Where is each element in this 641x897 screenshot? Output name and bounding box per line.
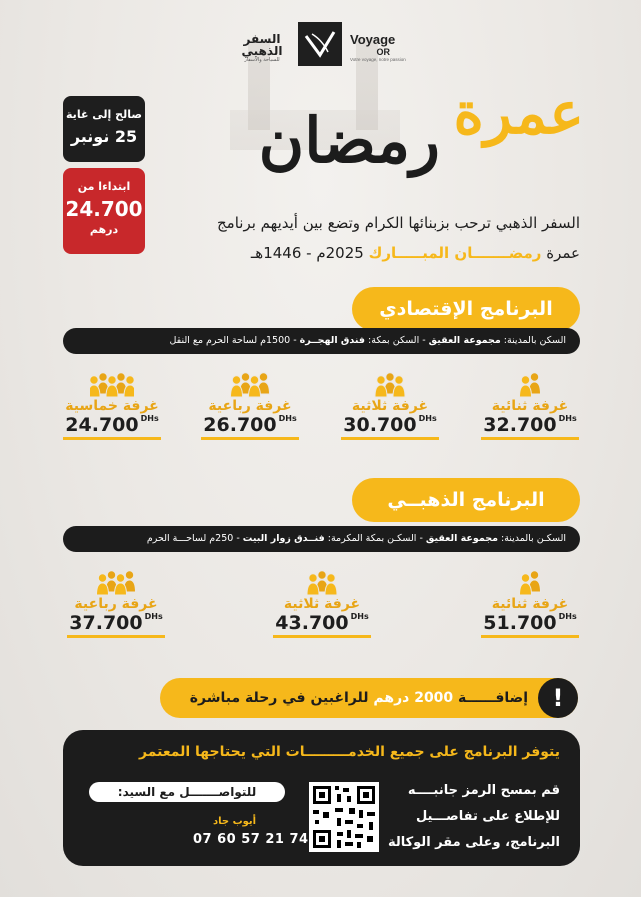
people-3-icon	[305, 570, 339, 596]
economy-program-title: البرنامج الإقتصادي	[352, 287, 580, 331]
economy-room-double	[470, 372, 590, 440]
intro-text	[160, 208, 580, 268]
scan-line3: البرنامج، وعلى مقر الوكالة	[387, 835, 560, 850]
services-panel	[63, 730, 580, 866]
economy-details-medina-hotel: مجموعة العقيق	[428, 335, 501, 346]
starting-currency: درهم	[89, 223, 119, 236]
room-label: غرفة ثنائية	[491, 398, 569, 414]
contact-phone[interactable]: 07 60 57 21 74	[193, 832, 309, 847]
title-word-umrah: عمرة	[453, 79, 584, 147]
room-label: غرفة ثنائية	[491, 596, 569, 612]
golden-program-title: البرنامج الذهبــي	[352, 478, 580, 522]
room-price: 24.700 $^{DHs}$	[63, 414, 160, 440]
room-price: 26.700 $^{DHs}$	[201, 414, 298, 440]
people-2-icon	[513, 570, 547, 596]
room-price: 43.700 $^{DHs}$	[273, 612, 370, 638]
intro-year: 2025م - 1446هـ	[250, 244, 364, 262]
room-price: 32.700 $^{DHs}$	[481, 414, 578, 440]
golden-details-post: - 250م لساحـــة الحرم	[146, 533, 243, 544]
exclamation-icon: !	[538, 678, 578, 718]
validity-label: صالح إلى غاية	[66, 108, 142, 121]
golden-details-pre: السكـن بالمدينة:	[497, 533, 566, 544]
title-word-ramadan: رمضان	[258, 104, 440, 177]
title-umrah-ramadan	[160, 78, 590, 188]
room-price: 37.700 $^{DHs}$	[67, 612, 164, 638]
room-price: 30.700 $^{DHs}$	[341, 414, 438, 440]
voyage-or-text: OR	[376, 47, 390, 57]
people-4-icon	[230, 372, 270, 398]
logo-voyage-or	[350, 32, 430, 62]
golden-details-mid: - السكـن بمكة المكرمة:	[324, 533, 426, 544]
services-headline: يتوفر البرنامج على جميع الخدمـــــــــات التي يحتاجها المعتمر	[139, 744, 560, 760]
economy-details-post: - 1500م لساحة الحرم مع النقل	[169, 335, 300, 346]
logo-ar-line1: السفر	[243, 32, 281, 46]
room-label: غرفة رباعية	[208, 398, 292, 414]
logo-ar-sub: للسياحة والأسفار	[244, 57, 280, 63]
intro-line2	[160, 238, 580, 268]
people-4-icon	[96, 570, 136, 596]
people-3-icon	[373, 372, 407, 398]
economy-details-bar	[63, 328, 580, 354]
people-5-icon	[90, 372, 134, 398]
economy-details-pre: السكن بالمدينة:	[500, 335, 566, 346]
brand-mark-icon	[298, 22, 342, 66]
contact-name: أيوب جاد	[213, 816, 257, 827]
golden-room-double	[470, 570, 590, 638]
starting-price: 24.700	[65, 197, 143, 221]
validity-badge	[63, 96, 145, 162]
intro-ramadan-highlight: رمضـــــــان المبـــــارك	[368, 244, 542, 262]
golden-details-makkah-hotel: فنــدق زوار البيت	[242, 533, 325, 544]
starting-label: ابتداءا من	[77, 180, 131, 193]
qr-code-icon[interactable]	[309, 782, 379, 852]
golden-room-quad	[56, 570, 176, 638]
direct-flight-notice	[160, 678, 578, 718]
logo-ar-line2: الذهبي	[241, 44, 283, 58]
notice-highlight: 2000 درهم	[373, 690, 454, 706]
economy-room-quint	[52, 372, 172, 440]
room-label: غرفة ثلاثية	[351, 398, 429, 414]
intro-line1: السفر الذهبي ترحب بزبنائها الكرام وتضع بين أيديهم برنامج	[217, 214, 580, 232]
economy-room-quad	[190, 372, 310, 440]
room-label: غرفة رباعية	[74, 596, 158, 612]
scan-line1: قم بمسح الرمز جانبــــه	[407, 783, 560, 798]
room-price: 51.700 $^{DHs}$	[481, 612, 578, 638]
voyage-main-text: Voyage	[350, 32, 396, 47]
voyage-tagline: Votre voyage, notre passion	[350, 57, 406, 62]
room-label: غرفة خماسية	[65, 398, 159, 414]
contact-label: للتواصـــــــل مع السيد:	[89, 782, 285, 802]
intro-umrah: عمرة	[546, 244, 580, 262]
golden-room-triple	[262, 570, 382, 638]
validity-date: 25 نونبر	[70, 127, 138, 146]
notice-text: إضافــــــة 2000 درهم للراغبين في رحلة مباشرة	[189, 690, 528, 706]
scan-line2: للإطلاع على تفاصـــيل	[415, 809, 560, 824]
people-2-icon	[513, 372, 547, 398]
starting-price-badge	[63, 168, 145, 254]
economy-room-triple	[330, 372, 450, 440]
golden-details-medina-hotel: مجموعة العقيق	[425, 533, 498, 544]
logo-golden-travel	[236, 33, 288, 63]
golden-details-bar	[63, 526, 580, 552]
room-label: غرفة ثلاثية	[283, 596, 361, 612]
scan-instructions	[388, 778, 560, 856]
economy-details-mid: - السكن بمكة:	[365, 335, 429, 346]
economy-details-makkah-hotel: فندق الهجــرة	[299, 335, 365, 346]
